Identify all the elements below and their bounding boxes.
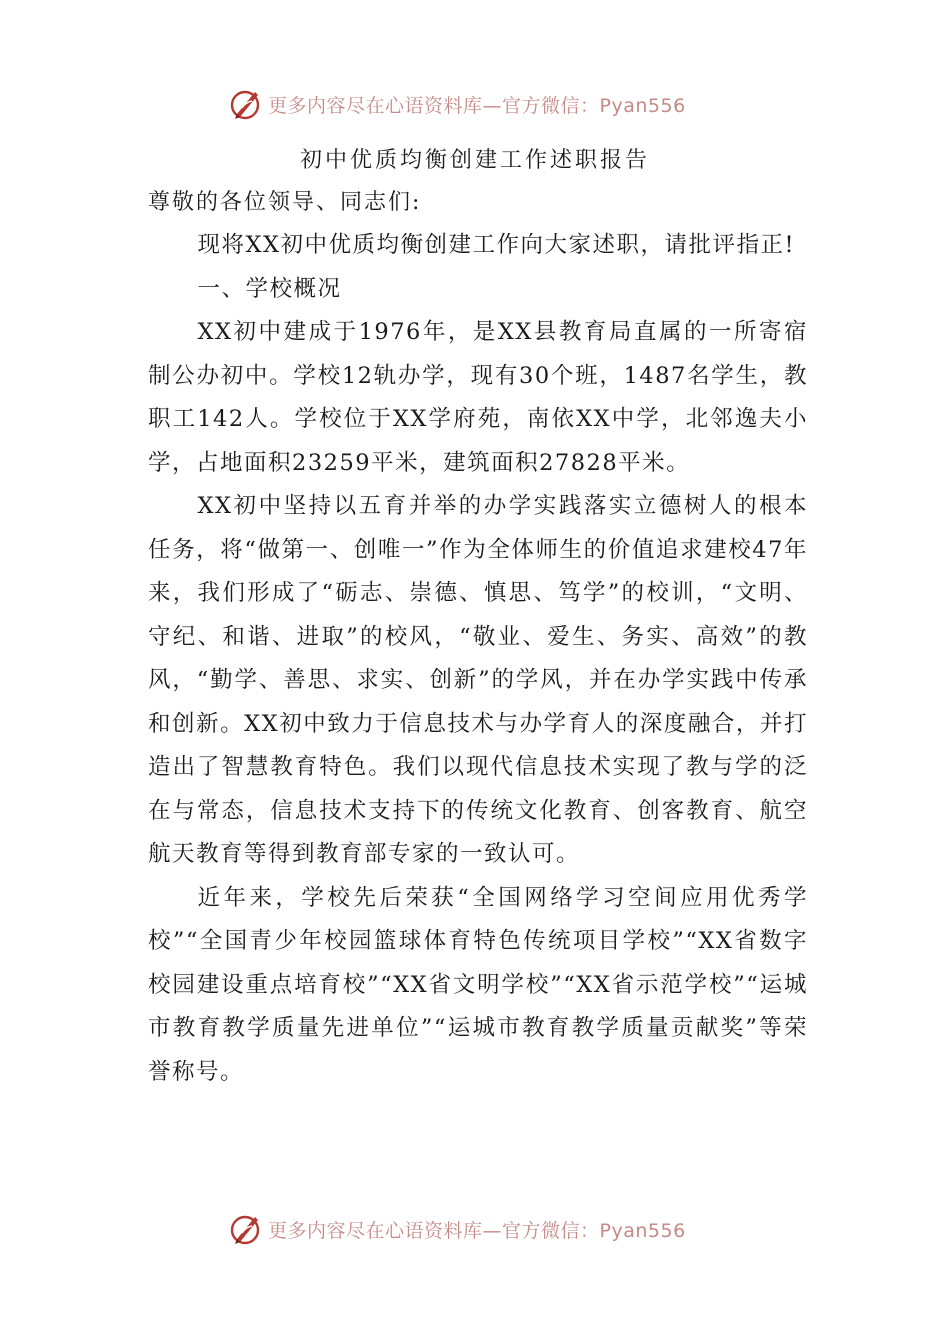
intro-paragraph: 现将XX初中优质均衡创建工作向大家述职，请批评指正! xyxy=(197,232,796,258)
salutation: 尊敬的各位领导、同志们: xyxy=(148,190,422,215)
document-body xyxy=(148,224,808,1094)
watermark-text: 更多内容尽在心语资料库—官方微信：Pyan556 xyxy=(268,1219,686,1242)
watermark-text: 更多内容尽在心语资料库—官方微信：Pyan556 xyxy=(268,94,686,117)
watermark-banner-top xyxy=(228,84,686,124)
body-paragraph: XX初中坚持以五育并举的办学实践落实立德树人的根本任务，将“做第一、创唯一”作为全体师生的价值追求建校47年来，我们形成了“砺志、崇德、慎思、笃学”的校训，“文明、守纪、和谐、进取”的校风，“敬业、爱生、务实、高效”的教风，“勤学、善思、求实、创新”的学风，并在办学实践中传承和创新。XX初中致力于信息技术与办学育人的深度融合，并打造出了智慧教育特色。我们以现代信息技术实现了教与学的泛在与常态，信息技术支持下的传统文化教育、创客教育、航空航天教育等得到教育部专家的一致认可。 xyxy=(148,493,808,867)
watermark-banner-bottom xyxy=(228,1209,686,1249)
section-heading: 一、学校概况 xyxy=(197,275,342,302)
pen-circle-icon xyxy=(228,86,264,122)
body-paragraph: XX初中建成于1976年，是XX县教育局直属的一所寄宿制公办初中。学校12轨办学，现有30个班，1487名学生，教职工142人。学校位于XX学府苑，南依XX中学，北邻逸夫小学，占地面积23259平米，建筑面积27828平米。 xyxy=(148,319,808,476)
body-paragraph: 近年来，学校先后荣获“全国网络学习空间应用优秀学校”“全国青少年校园篮球体育特色传统项目学校”“XX省数字校园建设重点培育校”“XX省文明学校”“XX省示范学校”“运城市教育教学质量先进单位”“运城市教育教学质量贡献奖”等荣誉称号。 xyxy=(148,884,808,1085)
pen-circle-icon xyxy=(228,1211,264,1247)
document-title: 初中优质均衡创建工作述职报告 xyxy=(299,148,650,173)
